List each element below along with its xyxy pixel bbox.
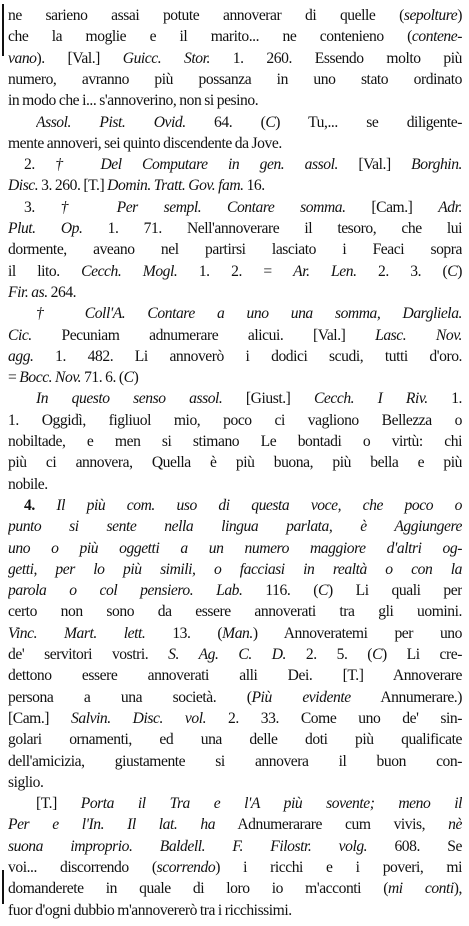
- text-segment: Porta il Tra e l'A più sovente; meno il: [80, 795, 462, 813]
- text-segment: Pecuniam adnumerare alicui. [Val.]: [31, 326, 376, 344]
- text-segment: parola o col pensiero. Lab.: [8, 582, 243, 600]
- text-segment: 71. 6. (: [81, 369, 124, 387]
- text-segment: 4.: [24, 496, 57, 514]
- text-line: [8, 345, 462, 368]
- margin-rule-bottom: [2, 870, 4, 904]
- text-line: [8, 366, 462, 389]
- text-segment: golari ornamenti, ed una delle doti più qualificate: [8, 731, 462, 749]
- text-line: [8, 238, 462, 261]
- text-segment: † Coll'A. Contare a uno una somma, Dargliela.: [36, 305, 462, 323]
- text-segment: mente annoveri, sei quinto discendente da Jove.: [8, 134, 282, 152]
- text-segment: 13. (: [145, 624, 223, 642]
- text-segment: ) i ricchi e i poveri, mi: [215, 859, 462, 876]
- text-line: [8, 537, 462, 560]
- text-segment: getti, per lo più simili, o facciasi in realtà o con la: [8, 560, 462, 578]
- text-segment: Più evidente: [251, 688, 351, 706]
- text-segment: in modo che i... s'annoverino, non si pesino.: [8, 92, 259, 110]
- text-segment: che la moglie e il marito... ne contenieno (: [8, 28, 412, 46]
- text-line: [8, 558, 462, 581]
- text-line: [8, 430, 462, 453]
- text-segment: C: [265, 113, 276, 131]
- text-segment: ) Li quali per: [327, 582, 462, 600]
- text-segment: 1.: [427, 390, 462, 408]
- text-line: [8, 813, 462, 836]
- text-segment: 1. 71. Nell'annoverare il tesoro, che lui: [82, 220, 462, 237]
- text-segment: 2. 33. Come uno de' sin-: [206, 709, 462, 727]
- text-segment: Disc.: [8, 177, 39, 195]
- text-segment: nobiltade, e men si stimano Le bontadi o virtù: chi: [8, 433, 462, 450]
- text-segment: Domin. Tratt. Gov. fam.: [107, 177, 244, 195]
- text-line: [36, 111, 462, 134]
- text-segment: Man.: [222, 624, 253, 642]
- text-segment: † Del Computare in gen. assol.: [55, 156, 338, 174]
- text-segment: [Cam.]: [345, 198, 439, 216]
- text-segment: punto si sente nella lingua parlata, è Aggiungere: [8, 518, 462, 536]
- text-line: [8, 600, 462, 623]
- text-segment: Lasc. Nov.: [375, 326, 462, 344]
- text-segment: ): [457, 262, 462, 280]
- text-segment: † Per sempl. Contare somma.: [60, 198, 346, 216]
- text-line: [8, 473, 462, 496]
- text-segment: 3. 260. [T.]: [38, 177, 108, 195]
- text-segment: ): [457, 7, 462, 24]
- text-segment: 64. (: [185, 113, 266, 131]
- text-segment: 2.: [24, 156, 56, 174]
- margin-rule-top: [2, 4, 4, 56]
- text-line: [36, 387, 462, 410]
- text-segment: Plut. Op.: [8, 220, 83, 237]
- text-segment: nobile.: [8, 475, 48, 493]
- text-segment: agg.: [8, 347, 34, 365]
- text-segment: ne sarieno assai potute annoverar di quelle (: [8, 7, 404, 24]
- text-segment: [Giust.]: [222, 390, 314, 408]
- text-line: [36, 302, 462, 325]
- text-segment: 16.: [243, 177, 265, 195]
- text-segment: vano: [8, 49, 37, 67]
- text-segment: numero, avranno più possanza in uno stato ordinato: [8, 70, 462, 88]
- text-line: [8, 89, 462, 112]
- text-segment: [Cam.]: [8, 709, 71, 727]
- text-segment: 264.: [47, 283, 77, 301]
- text-line: [8, 281, 462, 304]
- text-segment: dell'amicizia, giustamente si annovera il buon con-: [8, 752, 462, 770]
- text-segment: Bocc. Nov.: [19, 369, 82, 387]
- text-line: [8, 451, 462, 474]
- text-segment: scorrendo: [156, 859, 216, 876]
- text-segment: 1. 260. Essendo molto più: [209, 49, 462, 67]
- text-segment: C: [318, 582, 328, 600]
- text-line: [8, 515, 462, 538]
- text-segment: Cecch. I Riv.: [313, 390, 428, 408]
- text-segment: =: [8, 369, 20, 387]
- text-line: [8, 664, 462, 687]
- text-segment: siglio.: [8, 773, 44, 791]
- text-segment: nè: [448, 816, 462, 834]
- text-segment: ) Tu,... se diligente-: [275, 113, 462, 131]
- text-segment: 3.: [24, 198, 61, 216]
- text-segment: 1. 2. =: [177, 262, 294, 280]
- text-segment: Vinc. Mart. lett.: [8, 624, 146, 642]
- text-line: [8, 856, 462, 879]
- text-segment: [Val.]: [337, 156, 412, 174]
- text-line: [8, 324, 462, 347]
- text-segment: il lito.: [8, 262, 82, 280]
- text-segment: Il più com. uso di questa voce, che poco o: [56, 496, 462, 514]
- text-segment: In questo senso assol.: [36, 390, 223, 408]
- text-line: [8, 643, 462, 666]
- text-segment: Cic.: [8, 326, 32, 344]
- text-line: [8, 260, 462, 283]
- text-segment: [T.]: [36, 795, 81, 813]
- text-line: [8, 686, 462, 709]
- text-segment: ) Annoveratemi per uno: [252, 624, 462, 642]
- text-segment: 1. Oggidì, figliuol mio, poco ci vagliono Bellezza o: [8, 411, 462, 429]
- text-segment: persona a una società. (: [8, 688, 252, 706]
- text-line: [24, 494, 462, 517]
- text-segment: Fir. as.: [8, 283, 48, 301]
- text-segment: 608. Se: [367, 837, 462, 855]
- text-line: [8, 4, 462, 27]
- text-line: [24, 196, 462, 219]
- text-line: [8, 68, 462, 91]
- text-segment: dettono essere annoverati alli Dei. [T.] Annoverare: [8, 667, 462, 685]
- text-segment: certo non sono da essere annoverati tra gli uomini.: [8, 603, 462, 621]
- text-segment: Adnumerarare cum vivis,: [215, 816, 449, 834]
- text-line: [8, 877, 462, 900]
- text-line: [8, 217, 462, 240]
- text-line: [8, 707, 462, 730]
- text-segment: ). [Val.]: [36, 49, 123, 67]
- text-line: [8, 579, 462, 602]
- text-line: [8, 728, 462, 751]
- text-segment: C: [123, 369, 134, 387]
- text-segment: mi conti: [387, 880, 454, 898]
- text-segment: ): [133, 369, 139, 387]
- text-line: [8, 622, 462, 645]
- text-segment: Assol. Pist. Ovid.: [36, 113, 186, 131]
- text-line: [8, 899, 462, 922]
- text-segment: C: [372, 646, 383, 663]
- text-segment: Borghin.: [411, 156, 462, 174]
- text-segment: domanderete in quale di loro io m'acconti (: [8, 880, 388, 898]
- text-line: [8, 835, 462, 858]
- text-segment: Annumerare.): [350, 688, 462, 706]
- text-segment: Cecch. Mogl.: [81, 262, 178, 280]
- text-segment: 116. (: [242, 582, 319, 600]
- text-segment: uno o più oggetti a un numero maggiore d'altri og-: [8, 539, 462, 557]
- text-segment: de' servitori vostri.: [8, 646, 169, 663]
- text-segment: 2. 5. (: [285, 646, 373, 663]
- text-segment: ),: [453, 880, 462, 898]
- text-segment: 2. 3. (: [356, 262, 448, 280]
- text-line: [8, 409, 462, 432]
- text-segment: voi... discorrendo (: [8, 859, 157, 876]
- text-segment: ) Li cre-: [382, 646, 462, 663]
- text-segment: suona improprio. Baldell. F. Filostr. volg.: [8, 837, 368, 855]
- text-line: [8, 47, 462, 70]
- text-segment: sepolture: [403, 7, 458, 24]
- text-line: [8, 174, 462, 197]
- text-segment: Salvin. Disc. vol.: [71, 709, 207, 727]
- text-segment: fuor d'ogni dubbio m'annovererò tra i ricchissimi.: [8, 901, 292, 919]
- text-segment: Guicc. Stor.: [122, 49, 210, 67]
- text-line: [24, 153, 462, 176]
- text-line: [8, 771, 462, 794]
- text-segment: Per e l'In. Il lat. ha: [8, 816, 216, 834]
- text-line: [8, 132, 462, 155]
- text-segment: Ar. Len.: [293, 262, 357, 280]
- text-segment: più ci annovera, Quella è più buona, più bella e più: [8, 454, 462, 472]
- text-segment: 1. 482. Li annoverò i dodici scudi, tutti d'oro.: [33, 347, 462, 365]
- text-segment: Adr.: [438, 198, 462, 216]
- text-segment: C: [447, 262, 458, 280]
- text-segment: S. Ag. C. D.: [168, 646, 286, 663]
- text-segment: dormente, aveano nel partirsi lasciato i Feaci sopra: [8, 241, 462, 259]
- text-segment: contene-: [411, 28, 462, 46]
- text-line: [36, 792, 462, 815]
- text-line: [8, 25, 462, 48]
- text-line: [8, 750, 462, 773]
